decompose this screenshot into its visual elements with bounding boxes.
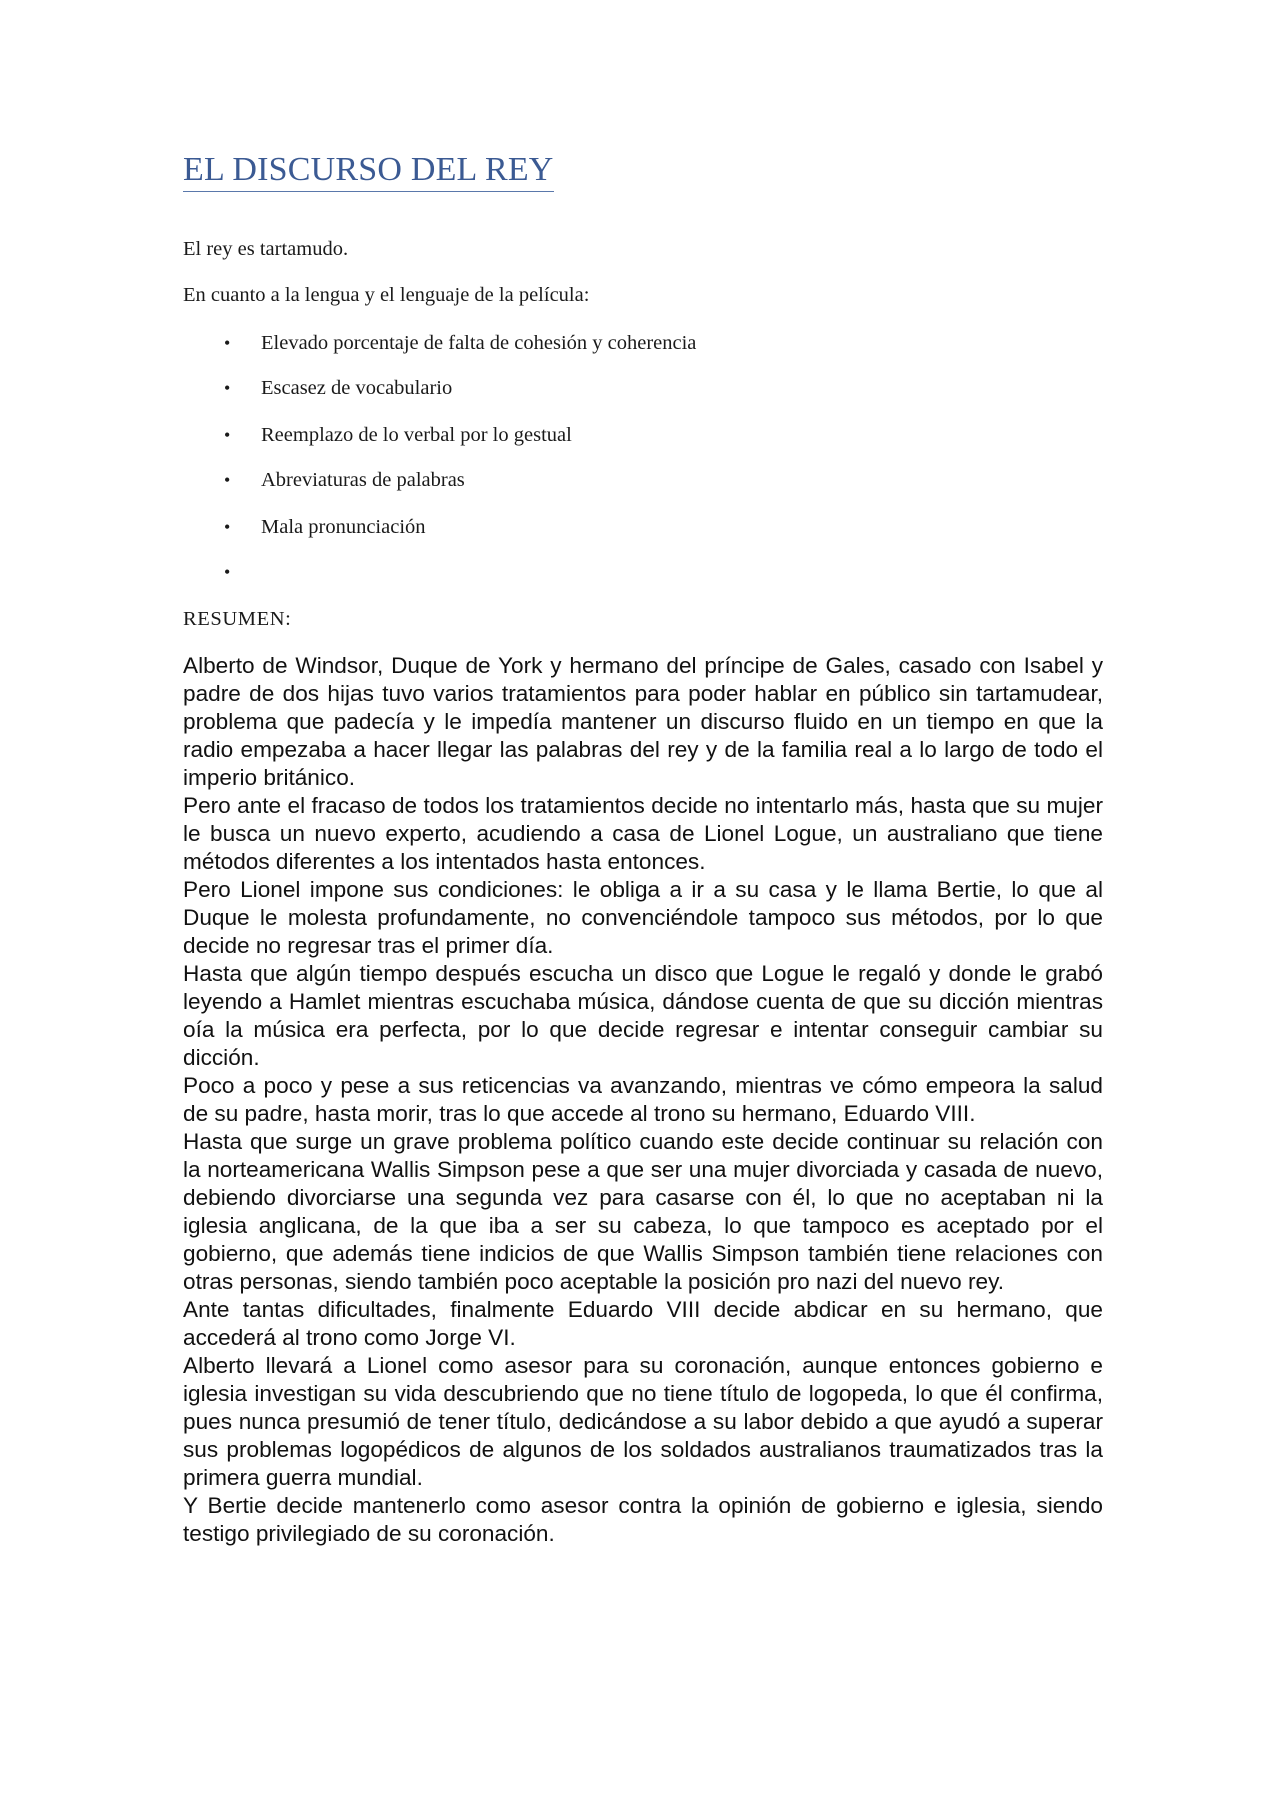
bullet-icon: • <box>224 517 231 537</box>
summary-paragraph: Pero ante el fracaso de todos los tratamientos decide no intentarlo más, hasta que su mujer le busca un nuevo experto, acudiendo a casa de Lionel Logue, un australiano que tiene métodos diferentes a los intentados hasta entonces. <box>183 793 1103 874</box>
list-item-text: Mala pronunciación <box>261 516 426 538</box>
summary-body <box>183 652 1103 1548</box>
summary-paragraph: Y Bertie decide mantenerlo como asesor contra la opinión de gobierno e iglesia, siendo testigo privilegiado de su coronación. <box>183 1493 1103 1546</box>
intro-line: El rey es tartamudo. <box>183 238 349 260</box>
bullet-icon: • <box>224 562 231 582</box>
list-item-text: Abreviaturas de palabras <box>261 469 465 491</box>
summary-paragraph: Alberto llevará a Lionel como asesor para su coronación, aunque entonces gobierno e iglesia investigan su vida descubriendo que no tiene título de logopeda, lo que él confirma, pues nunca presumió de tener título, dedicándose a su labor debido a que ayudó a superar sus problemas logopédicos de algunos de los soldados australianos traumatizados tras la primera guerra mundial. <box>183 1353 1103 1490</box>
list-item-text: Elevado porcentaje de falta de cohesión y coherencia <box>261 332 697 354</box>
summary-paragraph: Alberto de Windsor, Duque de York y hermano del príncipe de Gales, casado con Isabel y padre de dos hijas tuvo varios tratamientos para poder hablar en público sin tartamudear, problema que padecía y le impedía mantener un discurso fluido en un tiempo en que la radio empezaba a hacer llegar las palabras del rey y de la familia real a lo largo de todo el imperio británico. <box>183 653 1103 790</box>
summary-paragraph: Poco a poco y pese a sus reticencias va avanzando, mientras ve cómo empeora la salud de su padre, hasta morir, tras lo que accede al trono su hermano, Eduardo VIII. <box>183 1073 1103 1126</box>
summary-paragraph: Hasta que algún tiempo después escucha un disco que Logue le regaló y donde le grabó leyendo a Hamlet mientras escuchaba música, dándose cuenta de que su dicción mientras oía la música era perfecta, por lo que decide regresar e intentar conseguir cambiar su dicción. <box>183 961 1103 1070</box>
summary-paragraph: Hasta que surge un grave problema político cuando este decide continuar su relación con la norteamericana Wallis Simpson pese a que ser una mujer divorciada y casada de nuevo, debiendo divorciarse una segunda vez para casarse con él, lo que no aceptaban ni la iglesia anglicana, de la que iba a ser su cabeza, lo que tampoco es aceptado por el gobierno, que además tiene indicios de que Wallis Simpson también tiene relaciones con otras personas, siendo también poco aceptable la posición pro nazi del nuevo rey. <box>183 1129 1103 1294</box>
bullet-icon: • <box>224 333 231 353</box>
list-item-text: Reemplazo de lo verbal por lo gestual <box>261 424 572 446</box>
bullet-icon: • <box>224 425 231 445</box>
bullet-icon: • <box>224 378 231 398</box>
intro-line: En cuanto a la lengua y el lenguaje de la película: <box>183 284 590 306</box>
document-title: EL DISCURSO DEL REY <box>183 150 554 192</box>
summary-paragraph: Ante tantas dificultades, finalmente Eduardo VIII decide abdicar en su hermano, que accederá al trono como Jorge VI. <box>183 1297 1103 1350</box>
list-item-text: Escasez de vocabulario <box>261 377 453 399</box>
summary-heading: RESUMEN: <box>183 608 292 630</box>
summary-paragraph: Pero Lionel impone sus condiciones: le obliga a ir a su casa y le llama Bertie, lo que al Duque le molesta profundamente, no convenciéndole tampoco sus métodos, por lo que decide no regresar tras el primer día. <box>183 877 1103 958</box>
bullet-icon: • <box>224 470 231 490</box>
